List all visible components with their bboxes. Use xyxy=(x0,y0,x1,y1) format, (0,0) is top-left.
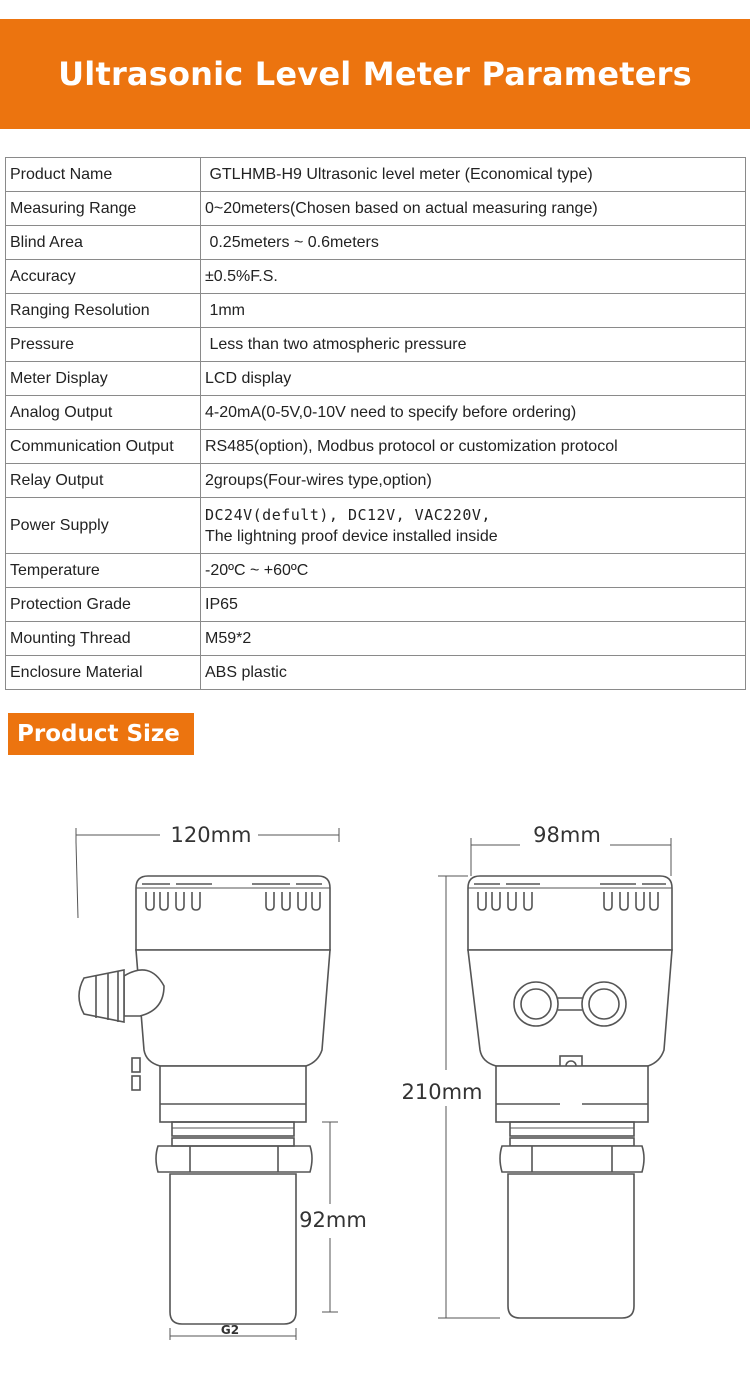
param-name: Measuring Range xyxy=(6,192,201,226)
param-value: GTLHMB-H9 Ultrasonic level meter (Economical type) xyxy=(201,158,746,192)
page-title: Ultrasonic Level Meter Parameters xyxy=(58,55,692,93)
product-size-heading: Product Size xyxy=(8,713,194,755)
table-row xyxy=(6,226,746,260)
param-name: Product Name xyxy=(6,158,201,192)
param-name: Enclosure Material xyxy=(6,656,201,690)
param-name: Pressure xyxy=(6,328,201,362)
title-banner xyxy=(0,19,750,129)
table-row xyxy=(6,498,746,554)
param-value: LCD display xyxy=(201,362,746,396)
param-name: Temperature xyxy=(6,554,201,588)
width-label-right: 98mm xyxy=(533,823,601,847)
param-value: M59*2 xyxy=(201,622,746,656)
param-name: Analog Output xyxy=(6,396,201,430)
height-label-total: 210mm xyxy=(401,1080,483,1104)
param-value: 0~20meters(Chosen based on actual measuring range) xyxy=(201,192,746,226)
param-value: IP65 xyxy=(201,588,746,622)
param-name: Accuracy xyxy=(6,260,201,294)
param-value: ±0.5%F.S. xyxy=(201,260,746,294)
parameters-table xyxy=(5,157,746,690)
front-view xyxy=(438,838,672,1318)
table-row xyxy=(6,396,746,430)
param-name: Relay Output xyxy=(6,464,201,498)
table-row xyxy=(6,554,746,588)
param-value: RS485(option), Modbus protocol or customization protocol xyxy=(201,430,746,464)
thread-label: G2 xyxy=(220,1323,240,1337)
param-name: Meter Display xyxy=(6,362,201,396)
param-name: Mounting Thread xyxy=(6,622,201,656)
product-size-drawing xyxy=(0,800,750,1360)
param-name: Ranging Resolution xyxy=(6,294,201,328)
height-label-probe: 92mm xyxy=(299,1208,367,1232)
table-row xyxy=(6,430,746,464)
table-row xyxy=(6,656,746,690)
side-view xyxy=(76,828,339,1340)
table-row xyxy=(6,260,746,294)
param-name: Protection Grade xyxy=(6,588,201,622)
table-row xyxy=(6,464,746,498)
table-row xyxy=(6,588,746,622)
param-value: Less than two atmospheric pressure xyxy=(201,328,746,362)
param-name: Blind Area xyxy=(6,226,201,260)
power-supply-line-1: DC24V(defult), DC12V, VAC220V, xyxy=(205,505,491,524)
table-row xyxy=(6,294,746,328)
param-name: Power Supply xyxy=(6,498,201,554)
param-value: 1mm xyxy=(201,294,746,328)
param-value: 4-20mA(0-5V,0-10V need to specify before ordering) xyxy=(201,396,746,430)
param-value: 2groups(Four-wires type,option) xyxy=(201,464,746,498)
power-supply-line-2: The lightning proof device installed inside xyxy=(205,527,498,545)
table-row xyxy=(6,192,746,226)
table-row xyxy=(6,362,746,396)
param-value: 0.25meters ~ 0.6meters xyxy=(201,226,746,260)
table-row xyxy=(6,158,746,192)
table-row xyxy=(6,328,746,362)
table-row xyxy=(6,622,746,656)
param-value: ABS plastic xyxy=(201,656,746,690)
param-name: Communication Output xyxy=(6,430,201,464)
param-value xyxy=(201,498,746,554)
width-label-left: 120mm xyxy=(170,823,252,847)
param-value: -20ºC ~ +60ºC xyxy=(201,554,746,588)
